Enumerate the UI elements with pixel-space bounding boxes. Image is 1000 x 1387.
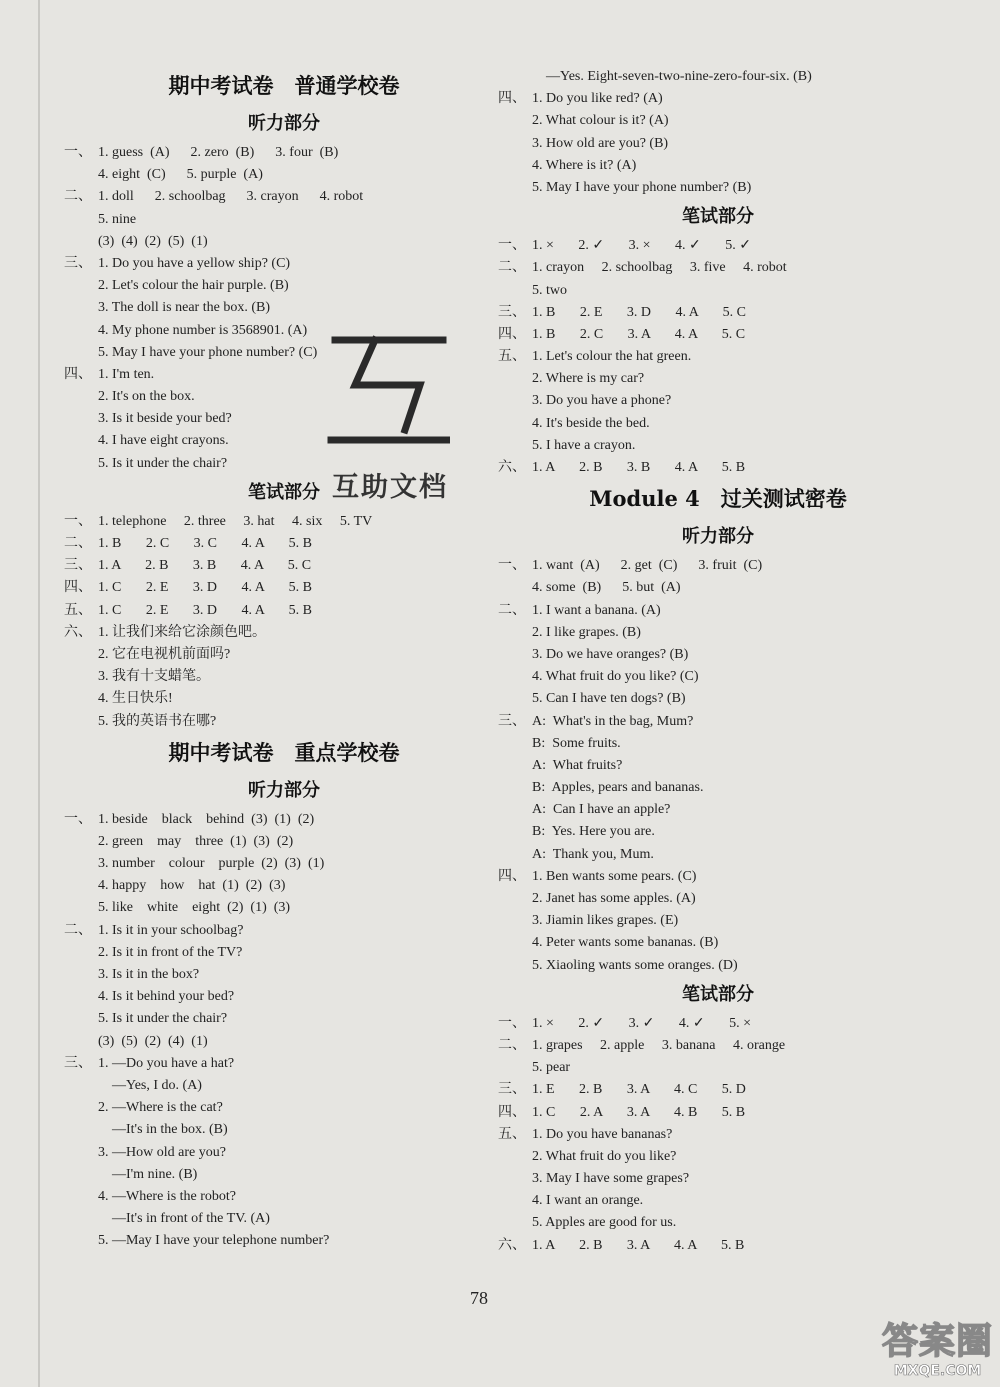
answer-text: —It's in the box. (B) bbox=[98, 1122, 228, 1138]
question-number: 一、 bbox=[64, 513, 92, 529]
answer-line bbox=[498, 66, 938, 88]
answer-line bbox=[64, 711, 504, 733]
answer-line bbox=[64, 253, 504, 275]
section-title: 期中考试卷 重点学校卷 bbox=[168, 740, 400, 765]
answer-line bbox=[498, 457, 938, 479]
answer-line bbox=[498, 368, 938, 390]
answer-line bbox=[498, 1057, 938, 1079]
answer-line bbox=[498, 435, 938, 457]
site-logo bbox=[880, 1305, 995, 1385]
answer-text: 1. guess (A) 2. zero (B) 3. four (B) bbox=[98, 145, 339, 160]
answer-line bbox=[64, 231, 504, 253]
question-number: 三、 bbox=[64, 558, 92, 574]
answer-line bbox=[498, 110, 938, 132]
answer-line bbox=[498, 555, 938, 577]
answer-text: 3. Is it in the box? bbox=[98, 967, 200, 982]
answer-line bbox=[64, 1075, 504, 1097]
answer-text: 4. Is it behind your bed? bbox=[98, 989, 235, 1005]
subsection-title: 笔试部分 bbox=[682, 983, 754, 1005]
answer-line bbox=[498, 866, 938, 888]
answer-line bbox=[64, 555, 504, 577]
answer-text: 1. B 2. E 3. D 4. A 5. C bbox=[532, 304, 746, 320]
answer-text: 2. Is it in front of the TV? bbox=[98, 944, 243, 960]
answer-text: —It's in front of the TV. (A) bbox=[98, 1211, 270, 1227]
page-fold-shadow bbox=[38, 0, 40, 1387]
answer-text: 1. Ben wants some pears. (C) bbox=[532, 868, 697, 884]
subsection-title: 笔试部分 bbox=[248, 481, 320, 503]
answer-line bbox=[498, 280, 938, 302]
question-number: 一、 bbox=[498, 238, 526, 254]
answer-line bbox=[64, 1053, 504, 1075]
answer-line bbox=[498, 177, 938, 199]
right-column bbox=[498, 66, 938, 1257]
answer-line bbox=[64, 644, 504, 666]
answer-line bbox=[498, 711, 938, 733]
answer-text: 5. May I have your phone number? (C) bbox=[98, 344, 318, 360]
answer-text: (3) (4) (2) (5) (1) bbox=[98, 233, 208, 249]
answer-line bbox=[498, 821, 938, 843]
question-number: 二、 bbox=[498, 1037, 526, 1053]
answer-line bbox=[64, 809, 504, 831]
question-number: 六、 bbox=[498, 1237, 526, 1253]
question-number: 三、 bbox=[64, 255, 92, 271]
answer-text: 1. C 2. E 3. D 4. A 5. B bbox=[98, 602, 312, 618]
answer-text: 1. Do you have bananas? bbox=[532, 1126, 673, 1142]
answer-text: 5. —May I have your telephone number? bbox=[98, 1233, 330, 1249]
answer-text: 3. The doll is near the box. (B) bbox=[98, 300, 270, 316]
answer-line bbox=[498, 622, 938, 644]
answer-text: 3. —How old are you? bbox=[98, 1144, 226, 1160]
answer-text: 1. want (A) 2. get (C) 3. fruit (C) bbox=[532, 558, 763, 574]
answer-text: 1. Let's colour the hat green. bbox=[532, 349, 692, 365]
answer-text: 3. Do we have oranges? (B) bbox=[532, 646, 689, 662]
answer-text: 2. Where is my car? bbox=[532, 371, 645, 387]
answer-line bbox=[64, 942, 504, 964]
answer-text: 5. Is it under the chair? bbox=[98, 455, 228, 471]
answer-line bbox=[498, 644, 938, 666]
question-number: 三、 bbox=[64, 1055, 92, 1071]
answer-line bbox=[498, 88, 938, 110]
answer-text: 1. C 2. E 3. D 4. A 5. B bbox=[98, 580, 312, 596]
answer-line bbox=[498, 235, 938, 257]
answer-text: B: Apples, pears and bananas. bbox=[532, 780, 704, 796]
page-number: 78 bbox=[470, 1288, 488, 1308]
answer-text: 1. telephone 2. three 3. hat 4. six 5. TV bbox=[98, 513, 373, 529]
answer-text: 2. I like grapes. (B) bbox=[532, 624, 641, 640]
answer-text: 3. number colour purple (2) (3) (1) bbox=[98, 856, 325, 872]
answer-line bbox=[498, 777, 938, 799]
answer-text: 4. Peter wants some bananas. (B) bbox=[532, 935, 719, 951]
answer-text: 4. happy how hat (1) (2) (3) bbox=[98, 878, 286, 894]
answer-text: 5. Apples are good for us. bbox=[532, 1215, 677, 1231]
answer-line bbox=[498, 1124, 938, 1146]
question-number: 二、 bbox=[64, 189, 92, 205]
answer-text: 4. 生日快乐! bbox=[98, 691, 173, 707]
question-number: 一、 bbox=[64, 145, 92, 160]
answer-line bbox=[498, 955, 938, 977]
answer-text: 4. —Where is the robot? bbox=[98, 1188, 237, 1204]
answer-line bbox=[64, 511, 504, 533]
answer-line bbox=[64, 1008, 504, 1030]
answer-line bbox=[64, 986, 504, 1008]
answer-text: 5. Can I have ten dogs? (B) bbox=[532, 691, 686, 707]
answer-line bbox=[498, 799, 938, 821]
question-number: 五、 bbox=[498, 1126, 526, 1142]
answer-line bbox=[498, 755, 938, 777]
subsection-title: 听力部分 bbox=[248, 779, 320, 801]
answer-line bbox=[498, 1212, 938, 1234]
answer-text: 1. grapes 2. apple 3. banana 4. orange bbox=[532, 1037, 786, 1053]
answer-text: 1. beside black behind (3) (1) (2) bbox=[98, 811, 315, 827]
question-number: 五、 bbox=[64, 602, 92, 618]
answer-text: 1. A 2. B 3. B 4. A 5. B bbox=[532, 460, 746, 475]
answer-text: 4. eight (C) 5. purple (A) bbox=[98, 167, 263, 183]
answer-line bbox=[64, 142, 504, 164]
answer-line bbox=[498, 1168, 938, 1190]
answer-line bbox=[498, 1102, 938, 1124]
answer-line bbox=[64, 275, 504, 297]
answer-text: 1. A 2. B 3. A 4. A 5. B bbox=[532, 1237, 745, 1253]
answer-line bbox=[498, 688, 938, 710]
answer-line bbox=[498, 155, 938, 177]
question-number: 六、 bbox=[64, 624, 92, 640]
answer-line bbox=[64, 186, 504, 208]
section-title: 期中考试卷 普通学校卷 bbox=[168, 74, 400, 98]
watermark-glyph-icon bbox=[325, 330, 450, 450]
answer-text: —Yes, I do. (A) bbox=[98, 1077, 202, 1093]
answer-line bbox=[64, 1230, 504, 1252]
question-number: 三、 bbox=[498, 713, 526, 729]
answer-line bbox=[64, 1208, 504, 1230]
answer-text: 1. × 2. ✓ 3. × 4. ✓ 5. ✓ bbox=[532, 238, 751, 254]
answer-text: 1. E 2. B 3. A 4. C 5. D bbox=[532, 1082, 746, 1098]
question-number: 一、 bbox=[498, 558, 526, 574]
answer-line bbox=[64, 164, 504, 186]
answer-text: A: What fruits? bbox=[532, 757, 623, 773]
answer-text: 2. It's on the box. bbox=[98, 389, 195, 405]
answer-line bbox=[498, 413, 938, 435]
answer-line bbox=[498, 910, 938, 932]
answer-line bbox=[498, 733, 938, 755]
answer-line bbox=[64, 666, 504, 688]
logo-text: 答案圈 bbox=[881, 1321, 993, 1362]
left-column bbox=[64, 66, 504, 1252]
answer-line bbox=[498, 1013, 938, 1035]
answer-line bbox=[64, 853, 504, 875]
answer-text: 1. A 2. B 3. B 4. A 5. C bbox=[98, 558, 312, 574]
answer-text: B: Some fruits. bbox=[532, 735, 621, 751]
answer-text: 3. 我有十支蜡笔。 bbox=[98, 669, 210, 685]
answer-text: 2. green may three (1) (3) (2) bbox=[98, 833, 294, 849]
answer-text: 3. Do you have a phone? bbox=[532, 393, 672, 409]
answer-text: 1. I want a banana. (A) bbox=[532, 602, 661, 618]
answer-line bbox=[64, 688, 504, 710]
answer-text: 1. —Do you have a hat? bbox=[98, 1055, 235, 1071]
answer-line bbox=[64, 209, 504, 231]
answer-text: —I'm nine. (B) bbox=[98, 1166, 198, 1182]
answer-line bbox=[64, 600, 504, 622]
subsection-title: 听力部分 bbox=[248, 113, 320, 134]
question-number: 一、 bbox=[498, 1015, 526, 1031]
answer-text: A: Thank you, Mum. bbox=[532, 846, 654, 862]
answer-line bbox=[498, 1079, 938, 1101]
logo-url: MXQE.COM bbox=[893, 1363, 982, 1379]
answer-text: 1. 让我们来给它涂颜色吧。 bbox=[98, 624, 266, 640]
answer-line bbox=[64, 622, 504, 644]
answer-line bbox=[64, 1186, 504, 1208]
answer-text: 3. How old are you? (B) bbox=[532, 135, 669, 151]
answer-line bbox=[498, 1035, 938, 1057]
answer-text: (3) (5) (2) (4) (1) bbox=[98, 1033, 208, 1049]
answer-text: 5. two bbox=[532, 282, 567, 298]
answer-text: 1. × 2. ✓ 3. ✓ 4. ✓ 5. × bbox=[532, 1015, 751, 1031]
answer-line bbox=[498, 324, 938, 346]
answer-line bbox=[498, 888, 938, 910]
answer-text: 3. May I have some grapes? bbox=[532, 1171, 690, 1187]
subsection-title: 听力部分 bbox=[682, 526, 754, 548]
question-number: 三、 bbox=[498, 304, 526, 320]
answer-line bbox=[498, 600, 938, 622]
answer-text: 3. Is it beside your bed? bbox=[98, 411, 232, 427]
question-number: 二、 bbox=[64, 536, 92, 551]
answer-text: 5. 我的英语书在哪? bbox=[98, 713, 217, 729]
question-number: 三、 bbox=[498, 1082, 526, 1098]
answer-line bbox=[64, 875, 504, 897]
answer-text: A: Can I have an apple? bbox=[532, 802, 671, 818]
answer-text: 1. B 2. C 3. C 4. A 5. B bbox=[98, 536, 312, 551]
answer-text: 2. What fruit do you like? bbox=[532, 1148, 677, 1164]
answer-text: B: Yes. Here you are. bbox=[532, 824, 655, 840]
answer-text: 1. crayon 2. schoolbag 3. five 4. robot bbox=[532, 260, 787, 276]
answer-text: 1. Do you like red? (A) bbox=[532, 91, 663, 107]
answer-text: 5. Is it under the chair? bbox=[98, 1011, 228, 1027]
answer-text: 4. What fruit do you like? (C) bbox=[532, 669, 699, 685]
answer-text: 4. It's beside the bed. bbox=[532, 415, 650, 431]
answer-text: 2. —Where is the cat? bbox=[98, 1100, 223, 1116]
answer-text: 5. nine bbox=[98, 211, 137, 227]
answer-text: 5. pear bbox=[532, 1060, 571, 1076]
question-number: 四、 bbox=[64, 580, 92, 596]
answer-text: A: What's in the bag, Mum? bbox=[532, 713, 694, 729]
question-number: 四、 bbox=[498, 868, 526, 884]
answer-line bbox=[64, 920, 504, 942]
answer-line bbox=[498, 1235, 938, 1257]
answer-line bbox=[64, 1119, 504, 1141]
answer-text: 1. doll 2. schoolbag 3. crayon 4. robot bbox=[98, 189, 364, 205]
question-number: 四、 bbox=[64, 366, 92, 382]
answer-line bbox=[498, 1146, 938, 1168]
question-number: 四、 bbox=[498, 1104, 526, 1120]
answer-text: 2. What colour is it? (A) bbox=[532, 113, 669, 129]
question-number: 一、 bbox=[64, 811, 92, 827]
answer-line bbox=[64, 831, 504, 853]
question-number: 二、 bbox=[498, 602, 526, 618]
answer-line bbox=[498, 844, 938, 866]
answer-text: 2. Let's colour the hair purple. (B) bbox=[98, 278, 289, 294]
question-number: 二、 bbox=[498, 260, 526, 276]
answer-line bbox=[498, 577, 938, 599]
answer-line bbox=[498, 302, 938, 324]
question-number: 四、 bbox=[498, 91, 526, 107]
subsection-title: 笔试部分 bbox=[682, 206, 754, 228]
answer-line bbox=[498, 932, 938, 954]
answer-text: 1. Is it in your schoolbag? bbox=[98, 922, 244, 938]
answer-text: 5. I have a crayon. bbox=[532, 437, 636, 453]
answer-text: 5. Xiaoling wants some oranges. (D) bbox=[532, 957, 738, 973]
answer-line bbox=[64, 1142, 504, 1164]
answer-text: 1. B 2. C 3. A 4. A 5. C bbox=[532, 326, 746, 342]
answer-line bbox=[498, 390, 938, 412]
answer-text: 1. I'm ten. bbox=[98, 366, 155, 382]
answer-text: 5. like white eight (2) (1) (3) bbox=[98, 900, 291, 916]
answer-line bbox=[64, 1097, 504, 1119]
question-number: 五、 bbox=[498, 349, 526, 365]
answer-line bbox=[64, 964, 504, 986]
answer-text: 4. I have eight crayons. bbox=[98, 433, 229, 449]
answer-text: 4. My phone number is 3568901. (A) bbox=[98, 322, 308, 338]
answer-text: 2. 它在电视机前面吗? bbox=[98, 646, 231, 662]
answer-line bbox=[498, 257, 938, 279]
answer-text: 1. Do you have a yellow ship? (C) bbox=[98, 255, 291, 271]
answer-line bbox=[64, 297, 504, 319]
answer-line bbox=[64, 897, 504, 919]
question-number: 四、 bbox=[498, 326, 526, 342]
answer-text: —Yes. Eight-seven-two-nine-zero-four-six. (B) bbox=[532, 69, 812, 84]
answer-text: 3. Jiamin likes grapes. (E) bbox=[532, 913, 679, 929]
watermark bbox=[315, 330, 465, 505]
answer-line bbox=[498, 1190, 938, 1212]
answer-text: 4. I want an orange. bbox=[532, 1193, 644, 1209]
answer-line bbox=[64, 577, 504, 599]
answer-line bbox=[498, 133, 938, 155]
answer-line bbox=[498, 346, 938, 368]
answer-text: 1. C 2. A 3. A 4. B 5. B bbox=[532, 1104, 746, 1120]
question-number: 六、 bbox=[498, 460, 526, 475]
question-number: 二、 bbox=[64, 922, 92, 938]
watermark-text: 互助文档 bbox=[332, 472, 448, 503]
answer-line bbox=[64, 1164, 504, 1186]
answer-line bbox=[64, 1031, 504, 1053]
answer-line bbox=[498, 666, 938, 688]
section-title: Module 4 过关测试密卷 bbox=[589, 486, 847, 512]
answer-text: 5. May I have your phone number? (B) bbox=[532, 179, 752, 195]
answer-text: 4. some (B) 5. but (A) bbox=[532, 580, 681, 596]
answer-text: 2. Janet has some apples. (A) bbox=[532, 891, 696, 906]
answer-text: 4. Where is it? (A) bbox=[532, 157, 637, 173]
answer-line bbox=[64, 533, 504, 555]
